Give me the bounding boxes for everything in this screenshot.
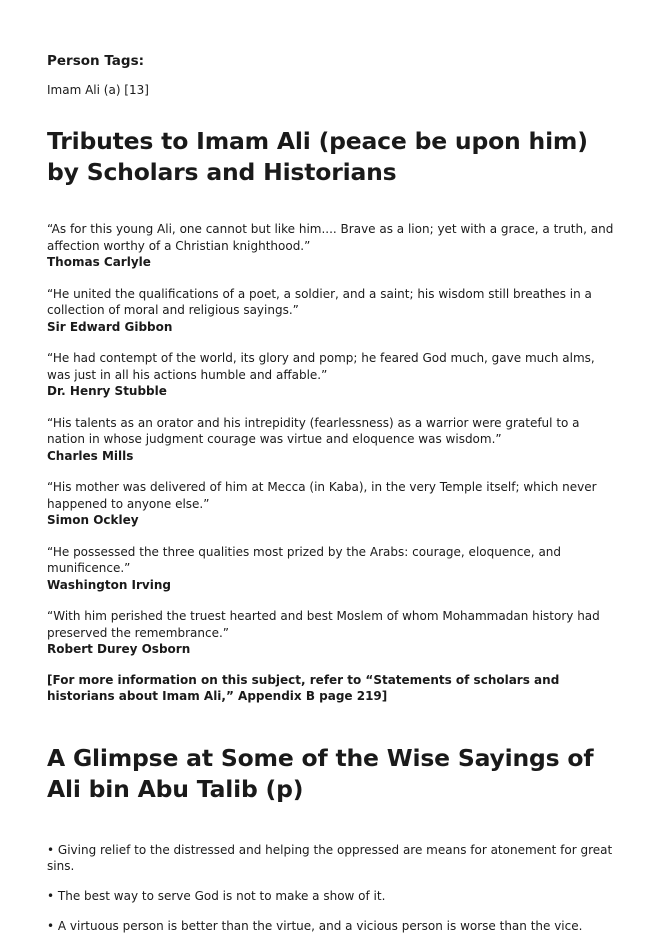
quote-block (47, 544, 614, 594)
quote-author: Robert Durey Osborn (47, 642, 191, 656)
quote-author: Charles Mills (47, 448, 134, 463)
quote-text: “His talents as an orator and his intrepidity (fearlessness) as a warrior were grateful to a nation in whose judgment courage was virtue and eloquence was wisdom.” (47, 415, 580, 446)
quote-text: “He united the qualifications of a poet, a soldier, and a saint; his wisdom still breathes in a collection of moral and religious sayings.” (47, 286, 592, 317)
sayings-section (47, 743, 614, 934)
quotes-list (47, 221, 614, 658)
tributes-section (47, 126, 614, 705)
quote-block (47, 286, 614, 336)
quote-block (47, 479, 614, 529)
quote-author: Washington Irving (47, 577, 171, 592)
sayings-list (47, 842, 614, 934)
quote-text: “As for this young Ali, one cannot but like him.... Brave as a lion; yet with a grace, a truth, and affection worthy of a Christian knighthood.” (47, 222, 614, 253)
quote-author: Thomas Carlyle (47, 255, 151, 269)
quote-text: “He possessed the three qualities most prized by the Arabs: courage, eloquence, and munificence.” (47, 544, 562, 575)
quote-author: Dr. Henry Stubble (47, 384, 167, 398)
tributes-heading: Tributes to Imam Ali (peace be upon him) by Scholars and Historians (47, 127, 588, 186)
quote-block (47, 608, 614, 658)
more-info-note: [For more information on this subject, refer to “Statements of scholars and historians about Imam Ali,” Appendix B page 219] (47, 672, 560, 703)
saying-item: • A virtuous person is better than the virtue, and a vicious person is worse than the vice. (47, 918, 583, 933)
person-tags-value[interactable]: Imam Ali (a) [13] (47, 83, 149, 97)
quote-author: Sir Edward Gibbon (47, 319, 173, 334)
quote-block (47, 350, 614, 400)
saying-item: • The best way to serve God is not to make a show of it. (47, 888, 386, 903)
saying-item: • Giving relief to the distressed and helping the oppressed are means for atonement for great sins. (47, 842, 613, 873)
quote-block (47, 415, 614, 465)
quote-block (47, 221, 614, 271)
sayings-heading: A Glimpse at Some of the Wise Sayings of Ali bin Abu Talib (p) (47, 743, 594, 803)
quote-text: “With him perished the truest hearted and best Moslem of whom Mohammadan history had preserved the remembrance.” (47, 609, 600, 640)
quote-text: “His mother was delivered of him at Mecca (in Kaba), in the very Temple itself; which never happened to anyone else.” (47, 480, 597, 511)
quote-author: Simon Ockley (47, 513, 139, 527)
quote-text: “He had contempt of the world, its glory and pomp; he feared God much, gave much alms, was just in all his actions humble and affable.” (47, 351, 595, 382)
person-tags-label: Person Tags: (47, 53, 145, 69)
